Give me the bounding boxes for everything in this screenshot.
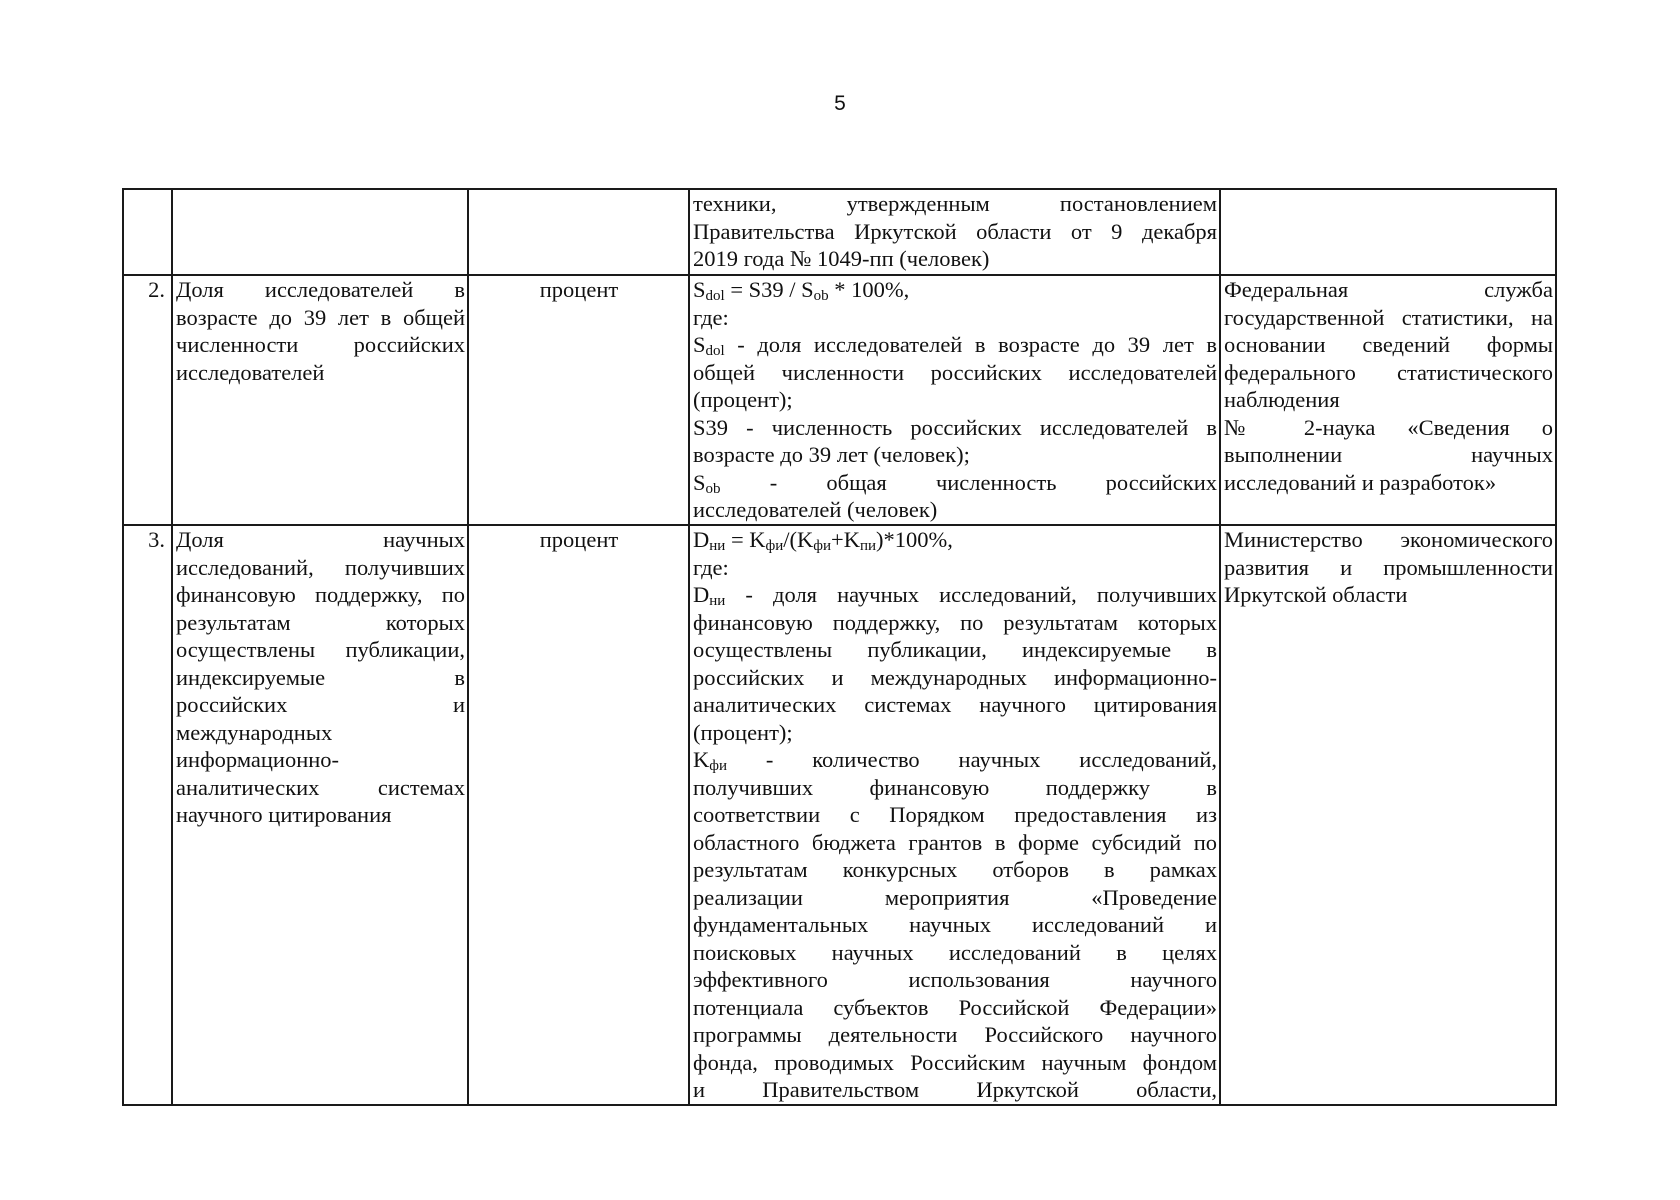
table-row (123, 275, 1556, 525)
method-line: (процент); (693, 387, 793, 412)
indicator-cell (172, 525, 468, 1105)
method-line: программы деятельности Российского научного (693, 1022, 1217, 1047)
method-line: возрасте до 39 лет (человек); (693, 442, 970, 467)
indicator-line: российских и (176, 692, 465, 717)
method-line: $D_{ни}$ - доля научных исследований, получивших (693, 582, 1217, 609)
page-number: 5 (834, 92, 846, 115)
source-line: № 2-наука «Сведения о (1224, 414, 1553, 440)
source-cell (1220, 189, 1556, 275)
source-line: государственной статистики, на (1224, 304, 1553, 330)
row-number (123, 189, 172, 275)
method-line: $K_{фи}$ - количество научных исследований, (693, 747, 1217, 774)
method-cell (689, 275, 1220, 525)
method-line: исследователей (человек) (693, 497, 938, 522)
method-line: осуществлены публикации, индексируемые в (693, 637, 1217, 662)
source-line: Федеральная служба (1224, 277, 1553, 302)
indicator-line: исследователей (176, 359, 325, 385)
indicator-line: исследований, получивших (176, 554, 465, 580)
method-line: поисковых научных исследований в целях (693, 939, 1217, 965)
row-number: 3. (123, 525, 172, 1105)
source-cell (1220, 525, 1556, 1105)
table-row (123, 525, 1556, 1105)
unit-cell: процент (468, 275, 689, 525)
indicator-line: индексируемые в (176, 664, 465, 690)
method-line: российских и международных информационно- (693, 664, 1217, 690)
indicator-line: финансовую поддержку, по (176, 582, 465, 607)
indicator-line: возрасте до 39 лет в общей (176, 304, 465, 330)
source-line: наблюдения (1224, 387, 1340, 412)
unit-cell: процент (468, 525, 689, 1105)
source-line: развития и промышленности (1224, 554, 1553, 580)
source-line: Иркутской области (1224, 582, 1408, 607)
method-line: результатам конкурсных отборов в рамках (693, 857, 1217, 882)
method-line: где: (693, 554, 729, 580)
indicator-line: численности российских (176, 332, 465, 357)
indicator-line: информационно- (176, 747, 340, 772)
method-cell (689, 525, 1220, 1105)
method-line: соответствии с Порядком предоставления из (693, 802, 1217, 827)
unit-cell (468, 189, 689, 275)
source-line: выполнении научных (1224, 442, 1553, 467)
method-line: $S_{ob}$ - общая численность российских (693, 469, 1217, 497)
method-line: финансовую поддержку, по результатам которых (693, 609, 1217, 635)
method-line: техники, утвержденным постановлением (693, 191, 1217, 216)
method-line: фундаментальных научных исследований и (693, 912, 1217, 937)
row-number: 2. (123, 275, 172, 525)
method-line: эффективного использования научного (693, 967, 1217, 992)
method-line: общей численности российских исследователей (693, 359, 1217, 385)
method-line: S39 - численность российских исследователей в (693, 414, 1217, 440)
method-line: и Правительством Иркутской области, (693, 1077, 1217, 1102)
method-line: (процент); (693, 719, 793, 745)
indicator-line: научного цитирования (176, 802, 392, 827)
method-line: реализации мероприятия «Проведение (693, 884, 1217, 910)
source-line: основании сведений формы (1224, 332, 1553, 357)
source-cell (1220, 275, 1556, 525)
formula-line: $D_{ни} = K_{фи}/(K_{фи}+K_{пи})*100\%$, (693, 527, 953, 554)
method-line: потенциала субъектов Российской Федерации» (693, 994, 1217, 1020)
indicator-cell (172, 189, 468, 275)
indicator-line: Доля исследователей в (176, 277, 465, 302)
method-line: 2019 года № 1049-пп (человек) (693, 246, 990, 271)
method-line: Правительства Иркутской области от 9 декабря (693, 218, 1217, 244)
method-cell (689, 189, 1220, 275)
indicator-line: осуществлены публикации, (176, 637, 465, 662)
method-line: фонда, проводимых Российским научным фондом (693, 1049, 1217, 1075)
source-line: Министерство экономического (1224, 527, 1553, 552)
method-line: получивших финансовую поддержку в (693, 774, 1217, 800)
method-line: аналитических системах научного цитирования (693, 692, 1217, 717)
indicator-cell (172, 275, 468, 525)
source-line: федерального статистического (1224, 359, 1553, 385)
method-line: $S_{dol}$ - доля исследователей в возрасте до 39 лет в (693, 332, 1217, 359)
source-line: исследований и разработок» (1224, 469, 1497, 495)
indicator-line: результатам которых (176, 609, 465, 635)
method-line: где: (693, 304, 729, 330)
indicators-table (122, 188, 1557, 1106)
indicator-line: аналитических системах (176, 774, 465, 800)
indicator-line: международных (176, 719, 333, 745)
indicator-line: Доля научных (176, 527, 465, 552)
method-line: областного бюджета грантов в форме субсидий по (693, 829, 1217, 855)
formula-line: $S_{dol} = S39 / S_{ob} * 100\%$, (693, 277, 910, 304)
table-row (123, 189, 1556, 275)
